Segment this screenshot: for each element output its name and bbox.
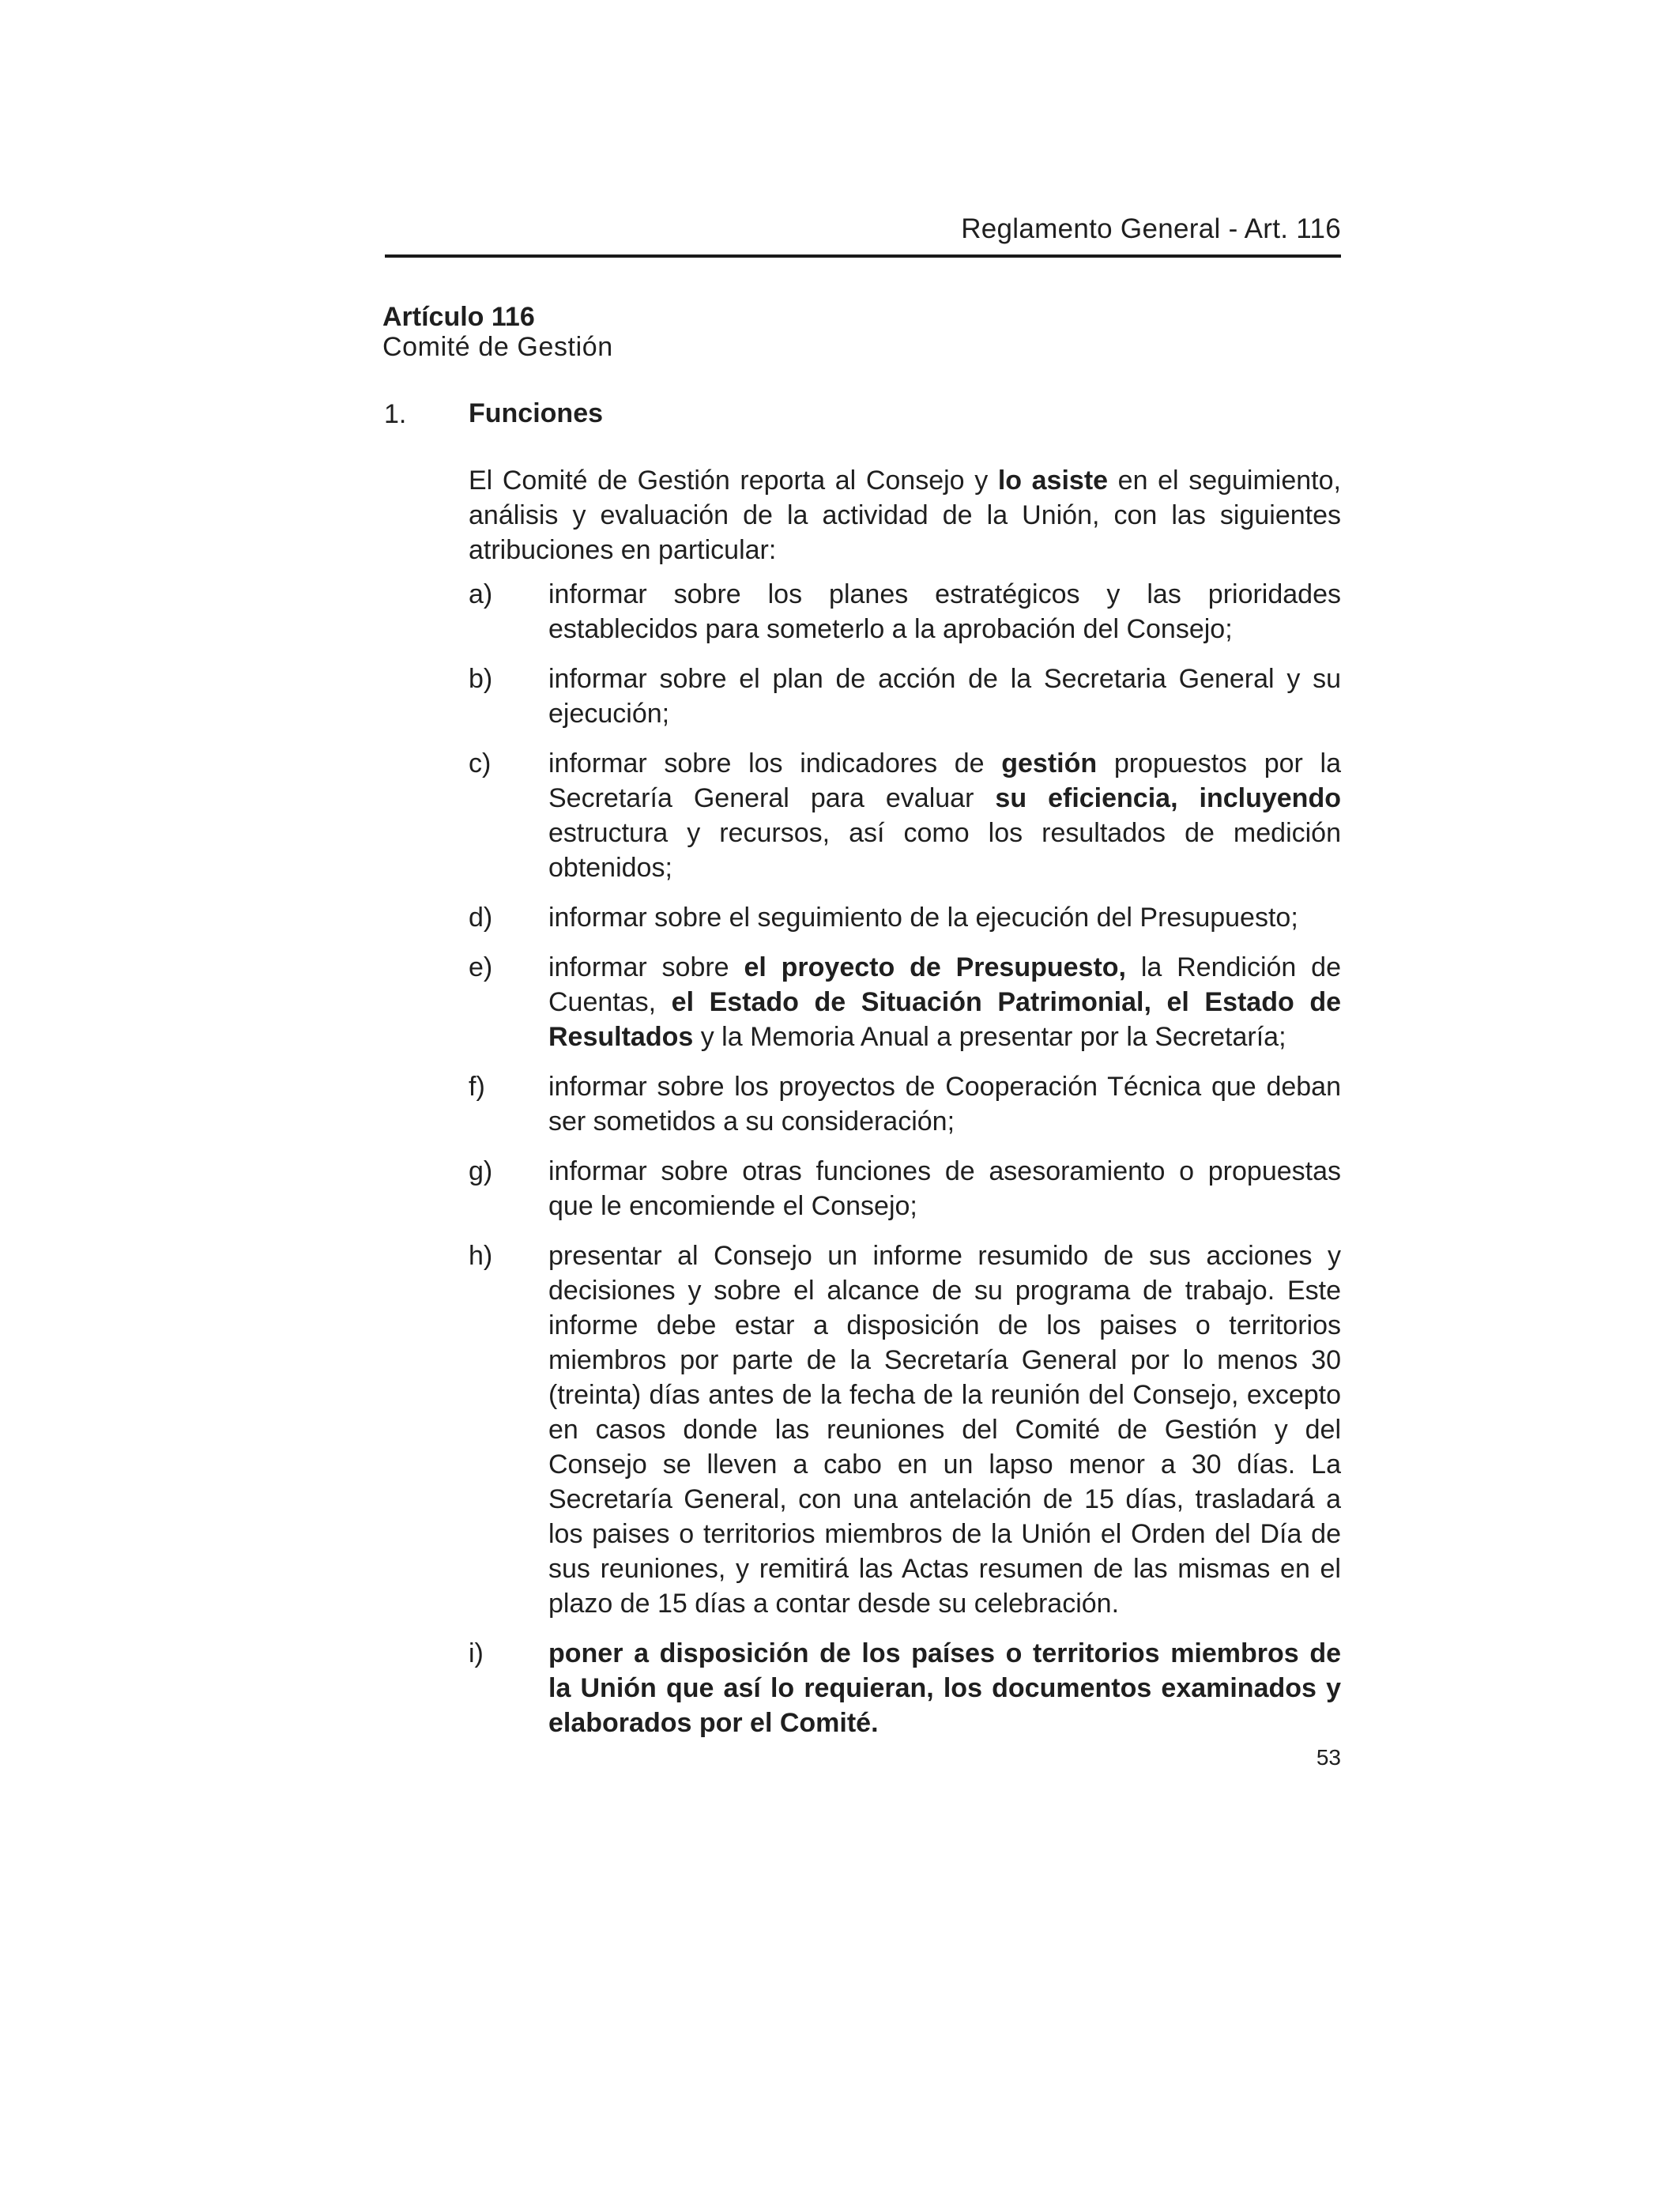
item-text (548, 950, 1341, 1054)
item-text-run: informar sobre el seguimiento de la ejecución del Presupuesto; (548, 903, 1298, 933)
item-marker: f) (469, 1072, 485, 1102)
item-emphasis: gestión (1001, 748, 1098, 778)
item-text-run: la Rendición de Cuentas, (548, 952, 1342, 1017)
item-text-run: informar sobre otras funciones de asesoramiento o propuestas que le encomiende el Consejo; (548, 1156, 1341, 1221)
list-item-d (469, 900, 1341, 935)
item-text-run: y la Memoria Anual a presentar por la Secretaría; (693, 1022, 1286, 1052)
item-marker: e) (469, 952, 493, 982)
list-item-b (469, 662, 1341, 731)
item-text (548, 1154, 1341, 1223)
item-emphasis: el Estado de Situación Patrimonial, el Estado de Resultados (548, 987, 1341, 1052)
article-number: Artículo 116 (382, 302, 535, 332)
item-text (548, 662, 1341, 731)
list-item-e (469, 950, 1341, 1054)
functions-list (469, 577, 1341, 1755)
item-text-run: informar sobre el plan de acción de la Secretaria General y su ejecución; (548, 664, 1341, 729)
item-text-run: informar sobre los indicadores de (548, 748, 1002, 778)
item-emphasis: el proyecto de Presupuesto, (744, 952, 1126, 982)
item-text-run: propuestos por la Secretaría General para evaluar (548, 748, 1341, 813)
item-text (548, 1238, 1341, 1621)
item-marker: c) (469, 748, 492, 778)
item-marker: d) (469, 903, 493, 933)
item-text (548, 746, 1341, 885)
list-item-f (469, 1069, 1341, 1139)
list-item-h (469, 1238, 1341, 1621)
item-text (548, 900, 1341, 935)
list-item-g (469, 1154, 1341, 1223)
item-text-run: informar sobre los proyectos de Cooperación Técnica que deban ser sometidos a su consideración; (548, 1072, 1341, 1137)
item-text-run: informar sobre (548, 952, 744, 982)
intro-text-cont: en el seguimiento, análisis y evaluación de la actividad de la Unión, con las siguientes atribuciones en particular: (469, 466, 1341, 565)
section-number: 1. (384, 399, 407, 429)
list-item-a (469, 577, 1341, 647)
item-text (548, 1069, 1341, 1139)
item-text-run: presentar al Consejo un informe resumido de sus acciones y decisiones y sobre el alcance de su programa de trabajo. Este informe debe estar a disposición de los paises o territorios miembros por parte de la Secretaría General por lo menos 30 (treinta) días antes de la fecha de la reunión del Consejo, excepto en casos donde las reuniones del Comité de Gestión y del Consejo se lleven a cabo en un lapso menor a 30 días. La Secretaría General, con una antelación de 15 días, trasladará a los paises o territorios miembros de la Unión el Orden del Día de sus reuniones, y remitirá las Actas resumen de las mismas en el plazo de 15 días a contar desde su celebración. (548, 1241, 1341, 1619)
list-item-i (469, 1636, 1341, 1740)
list-item-c (469, 746, 1341, 885)
article-subtitle: Comité de Gestión (382, 332, 613, 362)
item-text-run: informar sobre los planes estratégicos y las prioridades establecidos para someterlo a la aprobación del Consejo; (548, 579, 1341, 644)
item-marker: b) (469, 664, 493, 694)
item-emphasis: su eficiencia, incluyendo (995, 783, 1341, 813)
item-text (548, 577, 1341, 647)
intro-emphasis: lo asiste (997, 466, 1109, 496)
item-text-run: estructura y recursos, así como los resultados de medición obtenidos; (548, 818, 1341, 883)
item-marker: i) (469, 1638, 484, 1668)
intro-text: El Comité de Gestión reporta al Consejo y (469, 466, 998, 496)
item-marker: a) (469, 579, 493, 609)
item-text-run: poner a disposición de los países o territorios miembros de la Unión que así lo requieran, los documentos examinados y elaborados por el Comité. (548, 1638, 1341, 1738)
header-rule (385, 254, 1341, 258)
item-marker: h) (469, 1241, 493, 1271)
section-intro (469, 463, 1341, 567)
page-number: 53 (1316, 1745, 1341, 1770)
item-marker: g) (469, 1156, 493, 1186)
section-title: Funciones (469, 398, 604, 428)
running-header: Reglamento General - Art. 116 (961, 213, 1341, 244)
item-text (548, 1636, 1341, 1740)
